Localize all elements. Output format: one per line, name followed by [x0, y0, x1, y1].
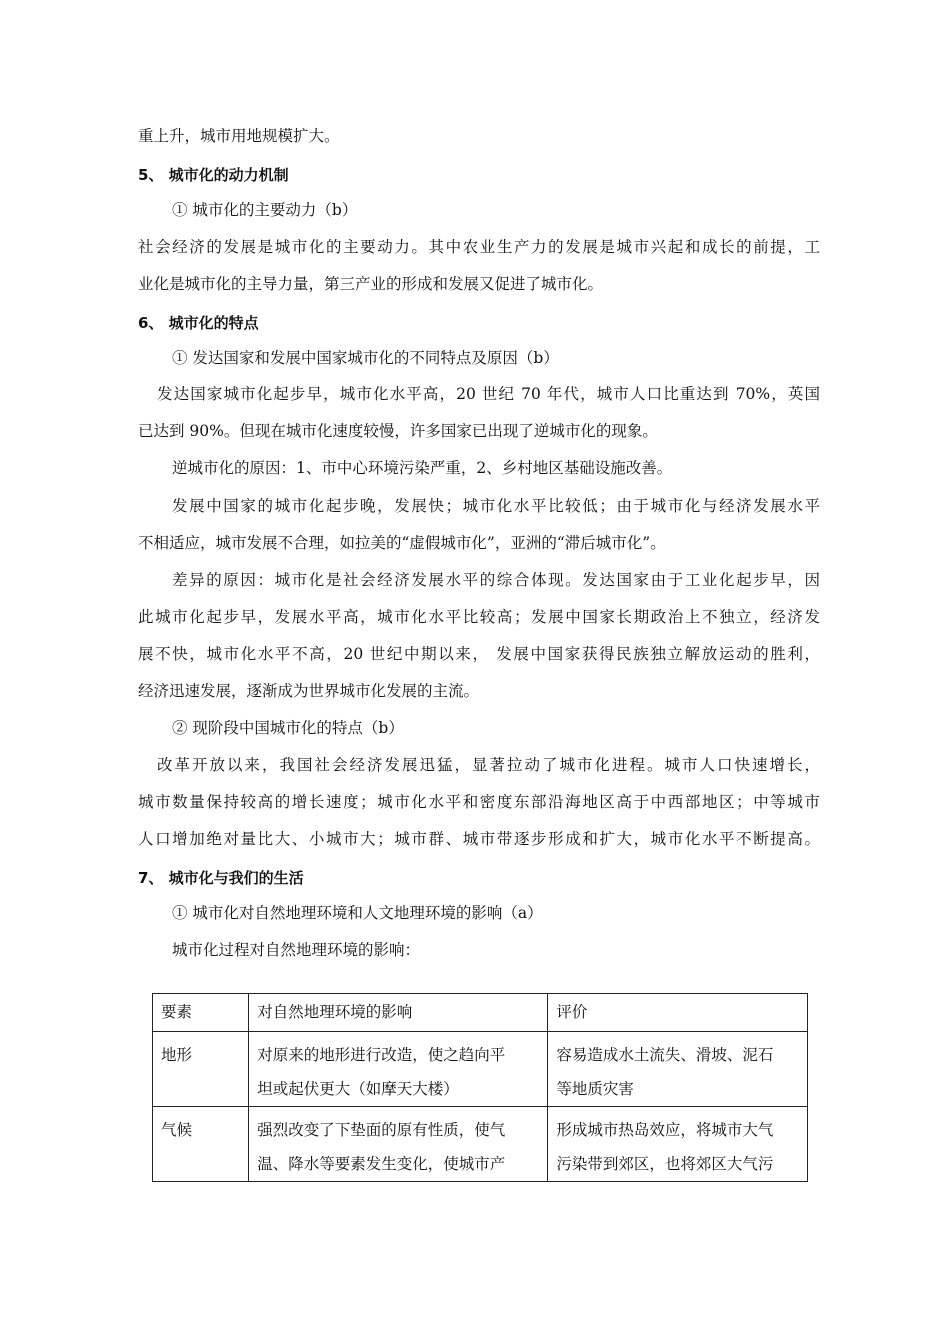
paragraph-line: 人口增加绝对量比大、小城市大；城市群、城市带逐步形成和扩大，城市化水平不断提高。	[138, 830, 820, 848]
table-header-cell: 评价	[548, 994, 808, 1032]
table-row	[153, 1032, 808, 1107]
cell-line: 容易造成水土流失、滑坡、泥石	[556, 1046, 774, 1064]
environment-impact-table	[152, 993, 808, 1182]
paragraph-line: 逆城市化的原因：1、市中心环境污染严重，2、乡村地区基础设施改善。	[172, 459, 673, 477]
table-cell-factor: 地形	[153, 1032, 249, 1107]
paragraph-line: 此城市化起步早，发展水平高，城市化水平比较高；发展中国家长期政治上不独立，经济发	[138, 608, 820, 626]
table-header-cell: 要素	[153, 994, 249, 1032]
paragraph-line: 发达国家城市化起步早，城市化水平高，20 世纪 70 年代，城市人口比重达到 70%，英国	[157, 385, 820, 403]
paragraph-line: 城市化过程对自然地理环境的影响：	[172, 941, 421, 959]
paragraph-line: 改革开放以来，我国社会经济发展迅猛，显著拉动了城市化进程。城市人口快速增长，	[157, 756, 820, 774]
table-header-row	[153, 994, 808, 1032]
table-header-cell: 对自然地理环境的影响	[249, 994, 548, 1032]
subsection-title: ① 城市化对自然地理环境和人文地理环境的影响（a）	[172, 904, 543, 922]
paragraph-line: 已达到 90%。但现在城市化速度较慢，许多国家已出现了逆城市化的现象。	[138, 422, 658, 440]
cell-line: 污染带到郊区，也将郊区大气污	[556, 1155, 774, 1173]
cell-line: 强烈改变了下垫面的原有性质，使气	[257, 1121, 506, 1139]
paragraph-line: 差异的原因：城市化是社会经济发展水平的综合体现。发达国家由于工业化起步早，因	[172, 571, 820, 589]
section-heading-6: 6、 城市化的特点	[138, 314, 259, 332]
table-cell-evaluation	[548, 1032, 808, 1107]
cell-line: 对原来的地形进行改造，使之趋向平	[257, 1046, 506, 1064]
paragraph-line: 经济迅速发展，逐渐成为世界城市化发展的主流。	[138, 682, 480, 700]
paragraph-line: 业化是城市化的主导力量，第三产业的形成和发展又促进了城市化。	[138, 275, 604, 293]
paragraph-line: 重上升，城市用地规模扩大。	[138, 127, 340, 145]
subsection-title: ① 城市化的主要动力（b）	[172, 201, 358, 219]
table-cell-evaluation	[548, 1107, 808, 1182]
section-heading-5: 5、 城市化的动力机制	[138, 166, 289, 184]
cell-line: 形成城市热岛效应，将城市大气	[556, 1121, 774, 1139]
paragraph-line: 不相适应，城市发展不合理，如拉美的“虚假城市化”，亚洲的“滞后城市化”。	[138, 534, 666, 552]
cell-line: 等地质灾害	[556, 1080, 634, 1098]
paragraph-line: 展不快，城市化水平不高，20 世纪中期以来， 发展中国家获得民族独立解放运动的胜利，	[138, 645, 820, 663]
table-cell-impact	[249, 1032, 548, 1107]
cell-line: 坦或起伏更大（如摩天大楼）	[257, 1080, 459, 1098]
cell-line: 温、降水等要素发生变化，使城市产	[257, 1155, 506, 1173]
table-row	[153, 1107, 808, 1182]
paragraph-line: 社会经济的发展是城市化的主要动力。其中农业生产力的发展是城市兴起和成长的前提，工	[138, 238, 820, 256]
subsection-title: ① 发达国家和发展中国家城市化的不同特点及原因（b）	[172, 349, 559, 367]
table-cell-impact	[249, 1107, 548, 1182]
paragraph-line: 城市数量保持较高的增长速度；城市化水平和密度东部沿海地区高于中西部地区；中等城市	[138, 793, 820, 811]
paragraph-line: 发展中国家的城市化起步晚，发展快；城市化水平比较低；由于城市化与经济发展水平	[172, 497, 820, 515]
section-heading-7: 7、 城市化与我们的生活	[138, 869, 304, 887]
table-cell-factor: 气候	[153, 1107, 249, 1182]
subsection-title: ② 现阶段中国城市化的特点（b）	[172, 719, 404, 737]
